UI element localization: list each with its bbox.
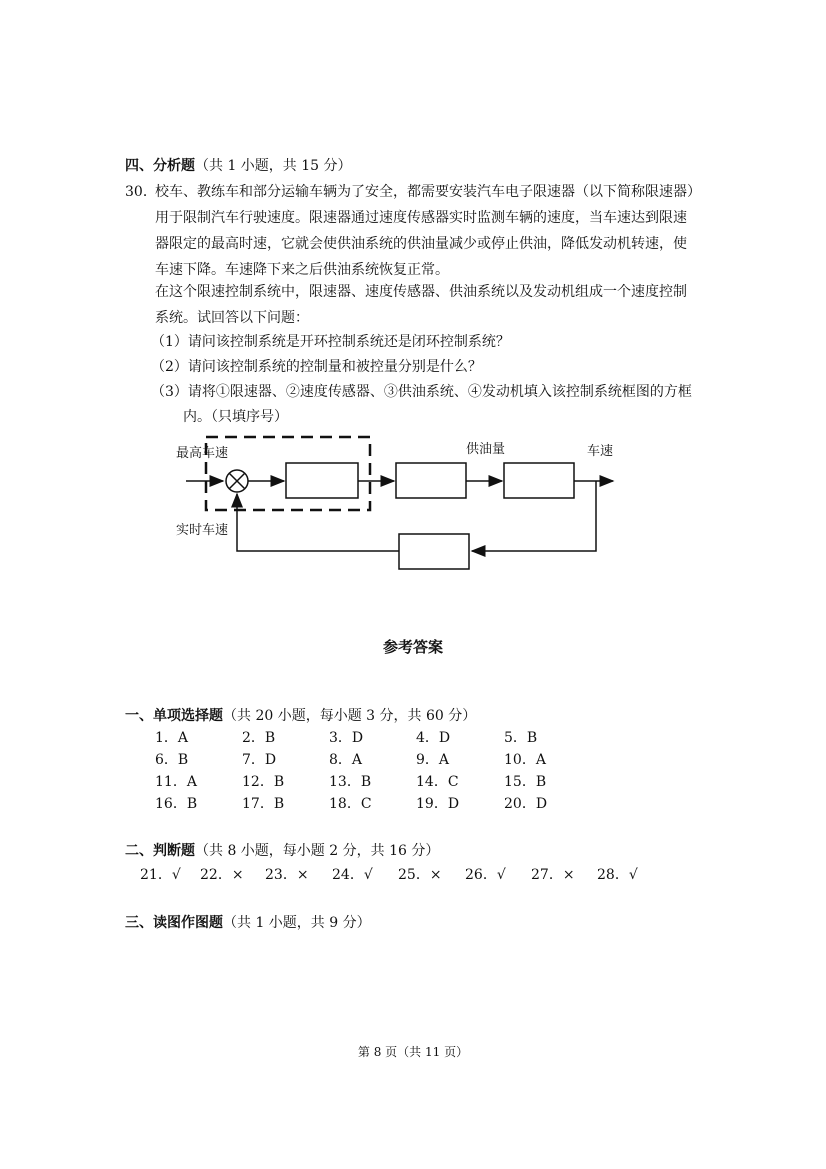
section4-title: 四、分析题 <box>125 158 195 174</box>
para2-line: 系统。试回答以下问题： <box>155 310 309 326</box>
answer-item: 17．B <box>242 796 285 812</box>
answer-item: 6．B <box>155 752 189 768</box>
label-vehicle-speed: 车速 <box>587 444 614 459</box>
block-feedback-empty <box>399 534 469 569</box>
para2-line: 在这个限速控制系统中，限速器、速度传感器、供油系统以及发动机组成一个速度控制 <box>155 284 687 300</box>
answer-item: 28．√ <box>597 867 638 883</box>
section4-note: （共 1 小题，共 15 分） <box>195 158 352 174</box>
para1-line: 用于限制汽车行驶速度。限速器通过速度传感器实时监测车辆的速度，当车速达到限速 <box>155 210 687 226</box>
para1-line: 车速下降。车速降下来之后供油系统恢复正常。 <box>155 262 449 278</box>
answer-item: 8．A <box>329 752 363 768</box>
section1-title: 一、单项选择题 <box>125 708 223 724</box>
answer-item: 12．B <box>242 774 285 790</box>
section1-note: （共 20 小题，每小题 3 分，共 60 分） <box>223 708 477 724</box>
subquestion-3-line1: （3）请将①限速器、②速度传感器、③供油系统、④发动机填入该控制系统框图的方框 <box>151 384 692 400</box>
answer-item: 19．D <box>416 796 460 812</box>
section3-title: 三、读图作图题 <box>125 915 223 931</box>
answer-item: 20．D <box>504 796 548 812</box>
answer-item: 7．D <box>242 752 277 768</box>
answers-section3-heading <box>125 912 371 932</box>
subquestion-1: （1）请问该控制系统是开环控制系统还是闭环控制系统？ <box>151 334 510 350</box>
summing-junction <box>226 470 248 492</box>
answer-item: 18．C <box>329 796 372 812</box>
answers-title: 参考答案 <box>382 638 443 656</box>
section2-title: 二、判断题 <box>125 843 195 859</box>
block-2-empty <box>396 463 466 498</box>
question-number: 30． <box>125 184 157 200</box>
answer-item: 16．B <box>155 796 198 812</box>
answer-item: 24．√ <box>332 867 373 883</box>
block-1-empty <box>286 463 358 498</box>
section2-note: （共 8 小题，每小题 2 分，共 16 分） <box>195 843 440 859</box>
para1-line: 校车、教练车和部分运输车辆为了安全，都需要安装汽车电子限速器（以下简称限速器） <box>155 184 701 200</box>
block-3-empty <box>504 463 574 498</box>
answer-item: 9．A <box>416 752 450 768</box>
answer-item: 3．D <box>329 730 364 746</box>
answer-item: 25．× <box>398 867 442 883</box>
answer-item: 23．× <box>265 867 309 883</box>
answer-item: 13．B <box>329 774 372 790</box>
answer-item: 21．√ <box>140 867 181 883</box>
answer-item: 27．× <box>531 867 575 883</box>
label-real-speed: 实时车速 <box>176 523 229 538</box>
answer-item: 10．A <box>504 752 546 768</box>
subquestion-3-line2: 内。（只填序号） <box>183 409 288 425</box>
answers-section2-heading <box>125 840 439 860</box>
answer-item: 26．√ <box>465 867 506 883</box>
page-footer: 第 8 页（共 11 页） <box>357 1045 469 1059</box>
answer-item: 14．C <box>416 774 459 790</box>
subquestion-2: （2）请问该控制系统的控制量和被控量分别是什么？ <box>151 359 482 375</box>
label-max-speed: 最高车速 <box>176 446 229 461</box>
section3-note: （共 1 小题，共 9 分） <box>223 915 371 931</box>
answers-section1-heading <box>125 705 476 725</box>
answer-item: 22．× <box>200 867 244 883</box>
answer-item: 15．B <box>504 774 547 790</box>
answer-item: 1．A <box>155 730 189 746</box>
answer-item: 5．B <box>504 730 538 746</box>
answer-item: 2．B <box>242 730 276 746</box>
para1-line: 器限定的最高时速，它就会使供油系统的供油量减少或停止供油，降低发动机转速，使 <box>155 236 687 252</box>
answer-item: 11．A <box>155 774 197 790</box>
label-fuel-amount: 供油量 <box>466 442 506 457</box>
feedback-arrow-out <box>237 494 399 551</box>
answer-item: 4．D <box>416 730 451 746</box>
